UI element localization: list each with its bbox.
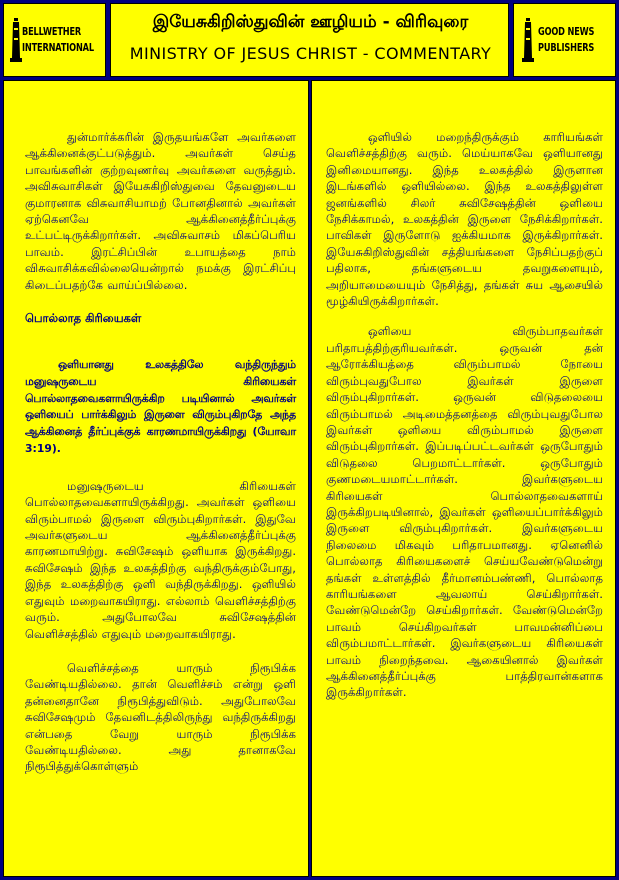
title-box — [110, 3, 509, 77]
page-title-english: MINISTRY OF JESUS CHRIST - COMMENTARY — [129, 44, 492, 63]
paragraph: ஒளியை விரும்பாதவர்கள் பரிதாபத்திற்குரியவர்கள். ஒருவன் தன் ஆரோக்கியத்தை விரும்பாமல் நோயை விரும்புவதுபோல இவர்கள் இருளை விரும்புகிறார்கள். ஒருவன் விடுதலையை விரும்பாமல் அடிமைத்தனத்தை விரும்புவதுபோல இவர்கள் ஒளியை விரும்பாமல் இருளை விரும்புகிறார்கள். இப்படிப்பட்டவர்கள் ஒருபோதும் விடுதலை பெறமாட்டார்கள். ஒருபோதும் குணமடையமாட்டார்கள். இவர்களுடைய கிரியைகள் பொல்லாதவைகளாய் இருக்கிறபடியினால், இவர்கள் ஒளியைப்பார்க்கிலும் இருளை விரும்புகிறார்கள். இவர்களுடைய நிலைமை மிகவும் பரிதாபமானது. ஏனெனில் பொல்லாத கிரியைகளைச் செய்யவேண்டுமென்று தங்கள் உள்ளத்தில் தீர்மானம்பண்ணி, பொல்லாத காரியங்களை ஆவலாய் செய்கிறார்கள். வேண்டுமென்றே செய்கிறார்கள். வேண்டுமென்றே பாவம் செய்கிறவர்கள் பாவமன்னிப்பை விரும்பமாட்டார்கள். இவர்களுடைய கிரியைகள் பாவம் நிறைந்தவை. ஆகையினால் இவர்கள் ஆக்கினைத்தீர்ப்புக்கு பாத்திரவான்களாக இருக்கிறார்கள். — [326, 324, 603, 700]
right-column — [311, 80, 616, 877]
paragraph: வெளிச்சத்தை யாரும் நிரூபிக்க வேண்டியதில்லை. தான் வெளிச்சம் என்று ஒளி தன்னைதானே நிரூபித்துவிடும். அதுபோலவே சுவிசேஷமும் தேவனிடத்திலிருந்து வந்திருக்கிறது என்பதை வேறு யாரும் நிரூபிக்க வேண்டியதில்லை. அது தானாகவே நிரூபித்துக்கொள்ளும் — [25, 660, 296, 774]
page-header — [0, 0, 619, 80]
scripture-verse: ஒளியானது உலகத்திலே வந்திருந்தும் மனுஷருடைய கிரியைகள் பொல்லாதவைகளாயிருக்கிற படியினால் அவர்கள் ஒளியைப் பார்க்கிலும் இருளை விரும்புகிறதே அந்த ஆக்கினைத் தீர்ப்புக்குக் காரணமாயிருக்கிறது (யோவா 3:19). — [25, 358, 296, 456]
good-news-logo-text: GOOD NEWS PUBLISHERS — [538, 26, 595, 54]
bellwether-logo-text: BELLWETHER INTERNATIONAL — [22, 26, 94, 54]
paragraph: மனுஷருடைய கிரியைகள் பொல்லாதவைகளாயிருக்கிறது. அவர்கள் ஒளியை விரும்பாமல் இருளை விரும்புகிறார்கள். இதுவே அவர்களுடைய ஆக்கினைத்தீர்ப்புக்கு காரணமாயிற்று. சுவிசேஷம் ஒளியாக இருக்கிறது. சுவிசேஷம் இந்த உலகத்திற்கு வந்திருக்கும்போது, இந்த உலகத்திற்கு ஒளி வந்திருக்கிறது. ஒளியில் எதுவும் மறைவாகயிராது. எல்லாம் வெளிச்சத்திற்கு வரும். அதுபோலவே சுவிசேஷத்தின் வெளிச்சத்தில் எதுவும் மறைவாகயிராது. — [25, 478, 296, 641]
page-title-tamil: இயேசுகிறிஸ்துவின் ஊழியம் - விரிவுரை — [152, 12, 469, 32]
bellwether-logo-box — [3, 3, 106, 77]
lighthouse-icon — [10, 18, 22, 62]
section-heading: பொல்லாத கிரியைகள் — [25, 311, 142, 326]
left-column — [3, 80, 309, 877]
paragraph: துன்மார்க்கரின் இருதயங்களே அவர்களை ஆக்கினைக்குட்படுத்தும். அவர்கள் செய்த பாவங்களின் குற்றவுணர்வு அவர்களை வருத்தும். அவிசுவாசிகள் இயேசுகிறிஸ்துவை தேவனுடைய குமாரனாக விசுவாசியாமற் போனதினால் அவர்கள் ஏற்கெனவே ஆக்கினைத்தீர்ப்புக்கு உட்பட்டிருக்கிறார்கள். அவிசுவாசம் மிகப்பெரிய பாவம். இரட்சிப்பின் உபாயத்தை நாம் விசுவாசிக்கவில்லையென்றால் நமக்கு இரட்சிப்பு கிடைப்பதற்கே வாய்ப்பில்லை. — [25, 130, 296, 292]
lighthouse-icon — [522, 18, 534, 62]
paragraph: ஒளியில் மறைந்திருக்கும் காரியங்கள் வெளிச்சத்திற்கு வரும். மெய்யாகவே ஒளியானது இனிமையானது. இந்த உலகத்தில் இருளான இடங்களில் ஒளியில்லை. இந்த உலகத்திலுள்ள ஜனங்களில் சிலர் சுவிசேஷத்தின் ஒளியை நேசிக்காமல், உலகத்தின் இருளை நேசிக்கிறார்கள். பாவிகள் இருளோடு ஐக்கியமாக இருக்கிறார்கள். இயேசுகிறிஸ்துவின் சத்தியங்களை நேசிப்பதற்குப் பதிலாக, தங்களுடைய தவறுகளையும், அறியாமையையும் நேசித்து, தங்கள் சுய ஆசையில் மூழ்கியிருக்கிறார்கள். — [326, 130, 603, 309]
good-news-logo-box — [513, 3, 616, 77]
